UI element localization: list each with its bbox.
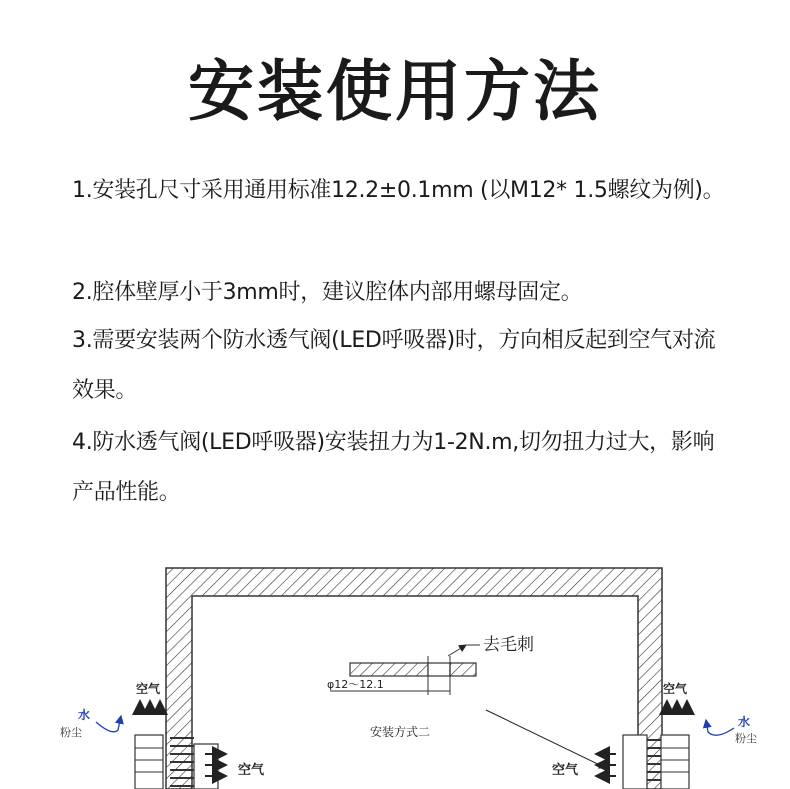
deburr-label: 去毛刺: [483, 635, 534, 655]
right-water-arrow: [706, 720, 734, 735]
instruction-2: 2.腔体壁厚小于3mm时，建议腔体内部用螺母固定。: [72, 280, 583, 305]
enclosure-wall: [166, 568, 662, 789]
right-water-label: 水: [738, 715, 751, 729]
left-water-arrow: [96, 716, 121, 732]
dimension-label: φ12～12.1: [327, 678, 384, 691]
left-water-label: 水: [78, 708, 91, 722]
right-air-label-side: 空气: [552, 763, 579, 778]
page-title: 安装使用方法: [188, 53, 602, 130]
pointer-arrow: [486, 710, 606, 768]
method-label: 安装方式二: [370, 725, 431, 739]
left-air-label-top: 空气: [136, 682, 161, 696]
instruction-4: 4.防水透气阀(LED呼吸器)安装扭力为1-2N.m,切勿扭力过大，影响产品性能。: [72, 430, 715, 505]
installation-diagram: [0, 560, 790, 789]
right-air-label-top: 空气: [663, 682, 688, 696]
left-dust-label: 粉尘: [60, 726, 82, 739]
right-valve-arrows-left: [596, 754, 616, 776]
instruction-1: 1.安装孔尺寸采用通用标准12.2±0.1mm (以M12* 1.5螺纹为例)。: [72, 178, 725, 203]
right-valve-arrows-up: [667, 701, 687, 715]
instruction-3: 3.需要安装两个防水透气阀(LED呼吸器)时，方向相反起到空气对流效果。: [72, 328, 716, 403]
left-air-label-side: 空气: [238, 763, 265, 778]
left-valve-arrows-up: [140, 701, 160, 715]
right-dust-label: 粉尘: [735, 732, 757, 745]
